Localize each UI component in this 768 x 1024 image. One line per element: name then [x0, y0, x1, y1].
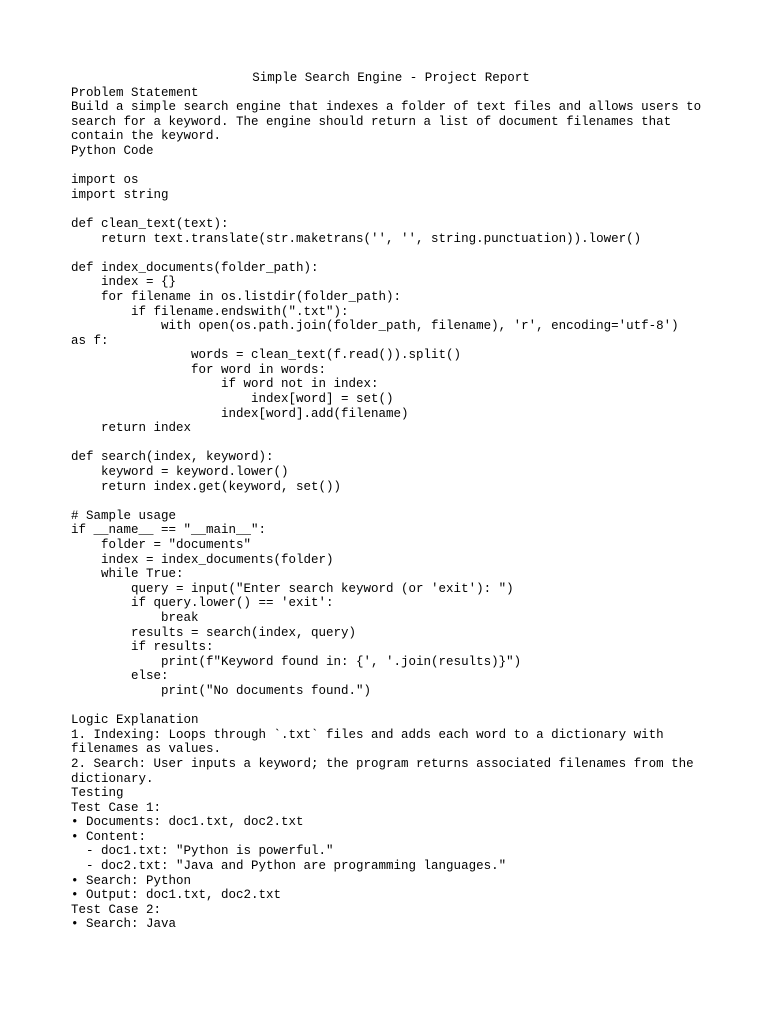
code-line: import string — [71, 187, 169, 202]
code-line: def search(index, keyword): — [71, 450, 274, 465]
code-block — [71, 159, 711, 714]
code-line: folder = "documents" — [71, 538, 252, 552]
testing-list — [71, 801, 711, 932]
code-line: print("No documents found.") — [71, 683, 372, 698]
logic-explanation-heading: Logic Explanation — [71, 713, 199, 728]
code-line: if __name__ == "__main__": — [71, 523, 267, 538]
code-line — [71, 494, 711, 509]
code-line: import os — [71, 173, 139, 188]
code-line — [71, 202, 711, 217]
testing-line: Test Case 1: — [71, 800, 162, 815]
testing-line: • Output: doc1.txt, doc2.txt — [71, 888, 282, 903]
code-line: words = clean_text(f.read()).split() — [71, 348, 462, 363]
testing-line: • Documents: doc1.txt, doc2.txt — [71, 815, 304, 830]
code-line — [71, 699, 711, 714]
code-line: results = search(index, query) — [71, 625, 357, 640]
code-line: for word in words: — [71, 362, 327, 377]
testing-line: • Content: — [71, 829, 147, 844]
problem-statement-text: Build a simple search engine that indexes a folder of text files and allows users to search for a keyword. The engine should return a list of document filenames that contain the keyword. — [71, 100, 702, 144]
code-line: index = {} — [71, 275, 177, 290]
document-page — [71, 71, 711, 932]
document-title: Simple Search Engine - Project Report — [252, 71, 530, 85]
code-line: index[word].add(filename) — [71, 406, 409, 421]
code-line: query = input("Enter search keyword (or 'exit'): ") — [71, 581, 514, 596]
code-line — [71, 436, 711, 451]
code-line: if query.lower() == 'exit': — [71, 596, 334, 611]
code-line: index = index_documents(folder) — [71, 552, 334, 567]
testing-line: - doc2.txt: "Java and Python are programming languages." — [71, 859, 507, 874]
code-line: with open(os.path.join(folder_path, filename), 'r', encoding='utf-8') — [71, 319, 679, 334]
code-line: break — [71, 610, 199, 625]
logic-explanation-list — [71, 728, 711, 786]
logic-item: 1. Indexing: Loops through `.txt` files and adds each word to a dictionary with filenames as values. — [71, 727, 664, 757]
code-line — [71, 246, 711, 261]
testing-heading: Testing — [71, 786, 124, 801]
code-line: # Sample usage — [71, 508, 177, 523]
code-line: while True: — [71, 567, 184, 582]
logic-item: 2. Search: User inputs a keyword; the program returns associated filenames from the dictionary. — [71, 756, 694, 786]
code-line: as f: — [71, 333, 109, 348]
testing-line: Test Case 2: — [71, 902, 162, 917]
testing-line: - doc1.txt: "Python is powerful." — [71, 844, 334, 859]
code-line: keyword = keyword.lower() — [71, 465, 289, 480]
code-line: if filename.endswith(".txt"): — [71, 304, 349, 319]
testing-line: • Search: Python — [71, 873, 192, 888]
code-line: return text.translate(str.maketrans('', '', string.punctuation)).lower() — [71, 231, 642, 246]
code-line: if results: — [71, 640, 214, 655]
code-line — [71, 159, 711, 174]
code-line: for filename in os.listdir(folder_path): — [71, 289, 402, 304]
code-line: return index — [71, 421, 192, 436]
problem-statement-heading: Problem Statement — [71, 85, 199, 100]
code-line: def clean_text(text): — [71, 216, 229, 231]
code-line: else: — [71, 669, 169, 684]
code-line: return index.get(keyword, set()) — [71, 479, 342, 494]
code-line: index[word] = set() — [71, 392, 394, 407]
testing-line: • Search: Java — [71, 917, 177, 932]
code-line: def index_documents(folder_path): — [71, 260, 319, 275]
code-line: if word not in index: — [71, 377, 379, 392]
python-code-heading: Python Code — [71, 143, 154, 158]
code-line: print(f"Keyword found in: {', '.join(results)}") — [71, 654, 522, 669]
